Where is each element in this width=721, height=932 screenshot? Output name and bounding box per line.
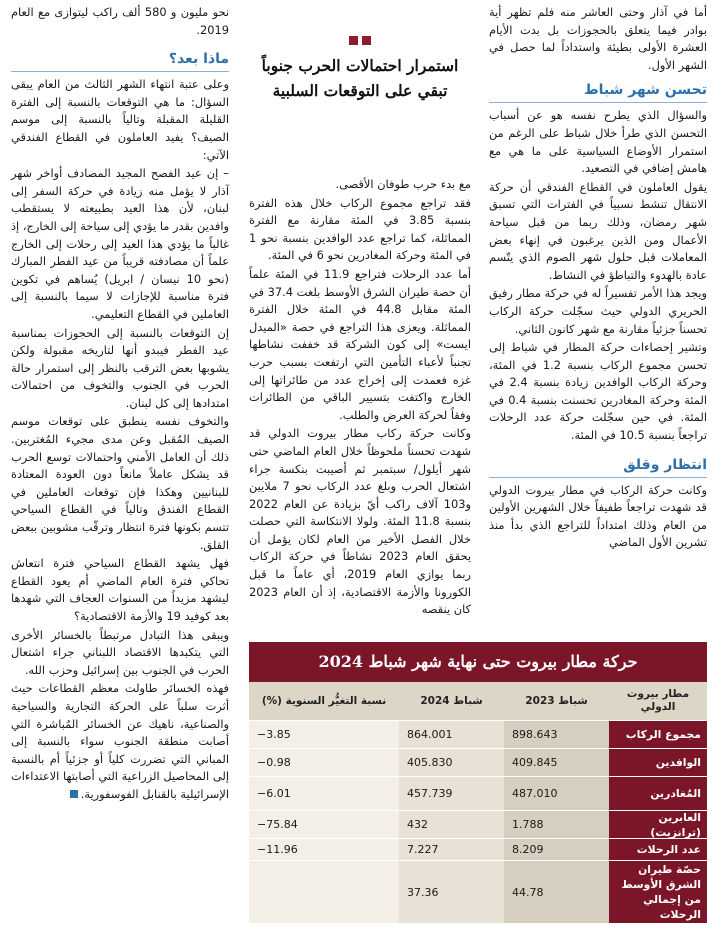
cell-annual-change: 75.84− <box>249 811 399 838</box>
paragraph: – إن عيد الفصح المجيد المصادف أواخر شهر آذار لا يؤمل منه زيادة في حركة السفر إلى لبنان، لأن هذا العيد بطبيعته لا يستقطب وافدين بقدر ما يؤدي إلى سياحة إلى الخارج، إذ غالباً ما يؤدي هذا العيد إلى رحلات إلى الخارج علماً أن مصادفته قريباً من عيد الفطر المبارك (نحو 10 نيسان / ابريل) يُساهم في تكوين فترة مناسبة للإجازات لا سيما بالنسبة إلى العاملين في القطاع التعليمي. <box>10 166 229 321</box>
airport-stats-table <box>249 642 707 925</box>
cell-feb-2023: 487.010 <box>504 777 609 810</box>
paragraph: وكانت حركة الركاب في مطار بيروت الدولي قد شهدت تراجعاً طفيفاً خلال الشهرين الأولين من العام وذلك امتداداً للتراجع الذي بدأ منذ تشرين الأول الماضي <box>489 482 707 550</box>
section-heading-text: تحسن شهر شباط <box>584 82 707 99</box>
table-row <box>249 838 707 860</box>
end-mark-icon <box>70 790 78 798</box>
row-label: العابرين (ترانزيت) <box>609 811 707 838</box>
square-icon <box>362 36 371 45</box>
section-heading-text: انتظار وقلق <box>623 456 707 473</box>
sidebar-title-line-2: تبقي على التوقعات السلبية <box>272 81 448 100</box>
middle-column <box>249 176 471 620</box>
section-heading-february <box>489 80 707 103</box>
paragraph: ويبقى هذا التبادل مرتبطاً بالخسائر الأخرى التي يتكبدها الاقتصاد اللبناني جراء اشتعال الحرب في الجنوب بين إسرائيل وحزب الله. <box>11 627 229 677</box>
row-label: المُغادرين <box>609 777 707 810</box>
paragraph-final <box>11 680 229 803</box>
heading-underline <box>11 71 229 72</box>
table-row <box>249 748 707 776</box>
row-label: الوافدين <box>609 749 707 776</box>
intro-paragraph: أما في آذار وحتى العاشر منه فلم تظهر أية بوادر فيما يتعلق بالحجوزات بل بدت الأيام العشرة الأولى بطيئة واستداداً لما حصل في الشهر الأول. <box>489 5 707 72</box>
paragraph: أما عدد الرحلات فتراجع 11.9 في المئة علماً أن حصة طيران الشرق الأوسط بلغت 37.4 في المئة مقابل 44.8 في المئة خلال الفترة المماثلة. ويعزى هذا التراجع في حصة «الميدل ايست» إلى كون الشركة قد خففت نشاطها تجنباً لأعباء التأمين التي ارتفعت بسبب حرب غزه فعمدت إلى إخراج عدد من طائراتها إلى الخارج واكتفت بتسيير الباقي من الطائرات وفقاً لحركة العرض والطلب. <box>249 266 472 422</box>
header-airport: مطار بيروت الدولي <box>626 688 690 713</box>
paragraph: وتشير إحصاءات حركة المطار في شباط إلى تحسن مجموع الركاب بنسبة 1.2 في المئة، وحركة الركاب الوافدين زيادة بنسبة 2.4 في المئة وحركة المغادرين تحسنت بنسبة 0.4 في المئة. في حين سجّلت حركة عدد الرحلات تراجعاً بنسبة 10.5 في المئة. <box>489 340 707 443</box>
right-column <box>489 4 707 553</box>
cell-annual-change: 6.01− <box>249 777 399 810</box>
row-label: مجموع الركاب <box>609 721 707 748</box>
paragraph-text: فهذه الخسائر طاولت معظم القطاعات حيث أثرت سلباً على الحركة التجارية والسياحية والصناعية، ناهيك عن الخسائر المُباشرة التي أصابت منطقة الجنوب سواء بالنسبة إلى المباني التي تضررت كلياً أو جزئياً أم بالنسبة إلى المحاصيل الزراعية التي أصابتها الاعتداءات الإسرائيلية بالقنابل الفوسفورية. <box>11 681 229 801</box>
section-heading-text: ماذا بعد؟ <box>168 51 229 68</box>
cell-feb-2023: 44.78 <box>504 861 609 923</box>
cell-feb-2024: 405.830 <box>399 749 504 776</box>
cell-feb-2024: 37.36 <box>399 861 504 923</box>
cell-feb-2023: 898.643 <box>504 721 609 748</box>
header-feb-2024: شباط 2024 <box>420 694 483 707</box>
cell-feb-2024: 7.227 <box>399 839 504 860</box>
paragraph: نحو مليون و 580 ألف راكب ليتوازى مع العام 2019. <box>11 5 229 37</box>
cell-feb-2024: 432 <box>399 811 504 838</box>
paragraph: إن التوقعات بالنسبة إلى الحجوزات بمناسبة عيد الفطر فيبدو أنها لتاريخه مقبولة ولكن يشوبها بعض الترقب بالنظر إلى استمرار حالة الحرب في الجنوب والتخوف من احتمالات امتدادها إلى كل لبنان. <box>11 325 229 410</box>
decorative-squares <box>249 36 471 45</box>
section-heading-waiting <box>489 455 707 478</box>
left-column <box>11 4 229 805</box>
table-row <box>249 810 707 838</box>
table-row <box>249 776 707 810</box>
paragraph: وكانت حركة ركاب مطار بيروت الدولي قد شهدت تحسناً ملحوظاً خلال العام الماضي حتى شهر أيلول/ سبتمبر ثم أصيبت بنكسة جراء اشتعال الحرب وبلغ عدد الركاب نحو 7 ملايين و103 آلاف راكب أيّ بزيادة عن العام 2022 بنسبة 11.8 المئة. ولولا الانتكاسة التي حصلت خلال الفصل الأخير من العام لكان يؤمل أن يحقق العام 2023 نشاطاً في حركة الركاب ربما يوازي العام 2019، أي عاماً ما قبل الكورونا والأزمة الاقتصادية، إذ أن العام 2023 كان ينقصه <box>249 426 472 617</box>
cell-feb-2024: 864.001 <box>399 721 504 748</box>
cell-annual-change: 11.96− <box>249 839 399 860</box>
header-annual-change: نسبة التغيُّر السنوية (%) <box>261 694 387 707</box>
cell-feb-2024: 457.739 <box>399 777 504 810</box>
cell-feb-2023: 8.209 <box>504 839 609 860</box>
paragraph: يقول العاملون في القطاع الفندقي أن حركة الانتقال تنشط نسبياً في الفترات التي تسبق شهر رمضان، وذلك ربما من قبل سياحة الأعمال ومن الذين يرغبون في إنهاء بعض المعاملات قبل حلول شهر الصوم الذي يتّسم عادة بالهدوء والتباطؤ في النشاط. <box>489 179 707 282</box>
paragraph: مع بدء حرب طوفان الأقصى. <box>335 177 471 191</box>
cell-feb-2023: 1.788 <box>504 811 609 838</box>
table-row <box>249 720 707 748</box>
table-header-row <box>249 682 707 720</box>
heading-underline <box>489 102 707 103</box>
paragraph: وعلى عتبة انتهاء الشهر الثالث من العام يبقى السؤال: ما هي التوقعات بالنسبة إلى الفترة القليلة المقبلة وتالياً بالنسبة إلى موسم الصيف؟ يفيد العاملون في القطاع الفندقي الآتي: <box>11 77 229 162</box>
paragraph: والتخوف نفسه ينطبق على توقعات موسم الصيف المُقبل وعن مدى مجيء المُغتربين. ذلك أن العامل الأمني واحتمالات توسع الحرب قد يشكل عاملاً مانعاً دون العودة المعتادة للبنانيين وهكذا فإن توقعات العاملين في القطاع الفندق وتالياً في القطاع السياحي تتسم بكونها فترة انتظار وترقّب مشوبين ببعض القلق. <box>11 414 229 552</box>
table-title: حركة مطار بيروت حتى نهاية شهر شباط 2024 <box>249 642 707 682</box>
table-row <box>249 860 707 923</box>
paragraph: فهل يشهد القطاع السياحي فترة انتعاش تحاكي فترة العام الماضي أم يعود القطاع ليشهد مزيداً من السنوات العجاف التي شهدها بعد كوفيد 19 والأزمة الاقتصادية؟ <box>11 556 229 623</box>
paragraph: ويجد هذا الأمر تفسيراً له في حركة مطار رفيق الحريري الدولي حيث سجّلت حركة الركاب تحسناً جزئياً مقارنة مع شهر كانون الثاني. <box>489 286 707 336</box>
sidebar-title-line-1: استمرار احتمالات الحرب جنوباً <box>261 56 459 75</box>
paragraph: فقد تراجع مجموع الركاب خلال هذه الفترة بنسبة 3.85 في المئة مقارنة مع الفترة المماثلة، كما تراجع عدد الوافدين بنسبة نحو 1 في المئة وحركة المغادرين نحو 6 في المئة. <box>249 195 471 263</box>
section-heading-what-next <box>11 49 229 72</box>
table-body <box>249 720 707 923</box>
paragraph: والسؤال الذي يطرح نفسه هو عن أسباب التحسن الذي طرأ خلال شباط على الرغم من استمرار الأوضاع السياسية على ما هي مع هامش إضافي في التصعيد. <box>489 108 707 176</box>
sidebar-title-box <box>249 36 471 103</box>
header-feb-2023: شباط 2023 <box>525 694 588 707</box>
cell-annual-change: 0.98− <box>249 749 399 776</box>
cell-feb-2023: 409.845 <box>504 749 609 776</box>
square-icon <box>349 36 358 45</box>
row-label: عدد الرحلات <box>609 839 707 860</box>
cell-annual-change <box>249 861 399 923</box>
cell-annual-change: 3.85− <box>249 721 399 748</box>
heading-underline <box>489 477 707 478</box>
row-label: حصّة طيران الشرق الأوسط من إجمالي الرحلات <box>609 861 707 923</box>
